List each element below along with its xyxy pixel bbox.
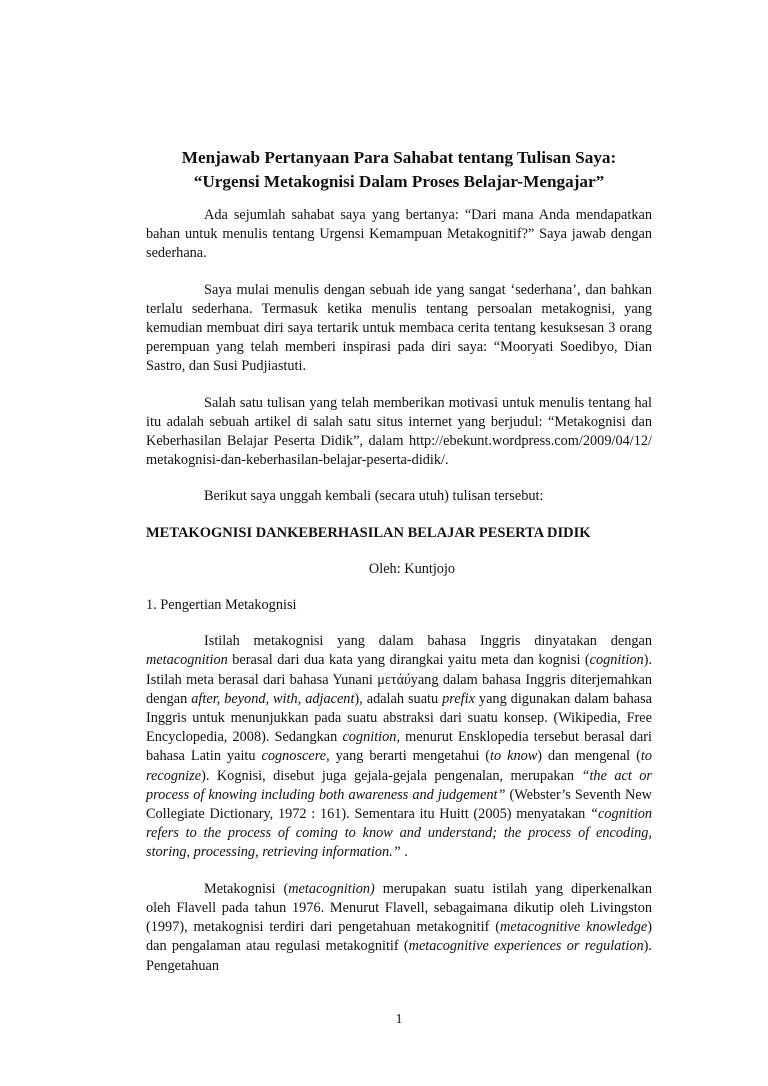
intro-paragraph-4: Berikut saya unggah kembali (secara utuh) tulisan tersebut: xyxy=(204,488,544,505)
text-run: , yang berarti mengetahui ( xyxy=(326,748,491,765)
section-1-paragraph-2 xyxy=(146,880,652,976)
italic-run: “cognition refers to the process of coming to know and understand; the process of encoding, storing, processing, retrieving information.” xyxy=(146,806,652,861)
article-author: Oleh: Kuntjojo xyxy=(368,560,456,577)
text-run: ), adalah suatu xyxy=(354,690,443,707)
intro-paragraph-2: Saya mulai menulis dengan sebuah ide yang sangat ‘sederhana’, dan bahkan terlalu sederhana. Termasuk ketika menulis tentang persoalan metakognisi, yang kemudian membuat diri saya tertarik untuk membaca cerita tentang kesuksesan 3 orang perempuan yang telah memberi inspirasi pada diri saya: “Mooryati Soedibyo, Dian Sastro, dan Susi Pudjiastuti. xyxy=(146,281,652,375)
intro-paragraph-3 xyxy=(146,394,652,471)
document-title-line-1: Menjawab Pertanyaan Para Sahabat tentang Tulisan Saya: xyxy=(181,148,617,167)
section-1-paragraph-1 xyxy=(146,632,652,862)
text-run: ) dan pengalaman atau regulasi metakognitif ( xyxy=(146,919,652,955)
intro-paragraph-1: Ada sejumlah sahabat saya yang bertanya: “Dari mana Anda mendapatkan bahan untuk menulis tentang Urgensi Kemampuan Metakognitif?” Saya jawab dengan sederhana. xyxy=(146,207,652,262)
text-run: ) dan mengenal ( xyxy=(537,748,641,765)
text-run: menurut Ensklopedia tersebut berasal dari bahasa Latin yaitu xyxy=(146,729,652,765)
italic-run: metacognitive knowledge xyxy=(500,919,648,936)
document-title-line-2: “Urgensi Metakognisi Dalam Proses Belajar-Mengajar” xyxy=(193,172,605,191)
italic-run: “the act or process of knowing including both awareness and judgement” xyxy=(146,767,652,803)
italic-run: after, beyond, with, adjacent xyxy=(191,690,355,707)
italic-run: cognoscere xyxy=(261,748,327,765)
italic-run: metacognitive experiences or regulation xyxy=(408,938,644,955)
text-run: Metakognisi ( xyxy=(204,880,289,897)
text-run: yang digunakan dalam bahasa Inggris untuk menunjukkan pada suatu abstraksi dari suatu konsep. (Wikipedia, Free Encyclopedia, 2008). Sedangkan xyxy=(146,690,652,746)
italic-run: cognition xyxy=(589,652,644,669)
italic-run: cognition, xyxy=(342,729,401,746)
italic-run: prefix xyxy=(442,690,475,707)
text-run: ). Istilah meta berasal dari bahasa Yunani μετά xyxy=(146,652,652,688)
article-heading: METAKOGNISI DANKEBERHASILAN BELAJAR PESERTA DIDIK xyxy=(146,524,591,541)
italic-run: metacognition xyxy=(146,652,228,669)
text-run: berasal dari dua kata yang dirangkai yaitu meta dan kognisi ( xyxy=(227,652,590,669)
text-run: ). Pengetahuan xyxy=(146,938,652,974)
italic-run: to know xyxy=(490,748,538,765)
title-block xyxy=(146,146,652,194)
text-run: ). Kognisi, disebut juga gejala-gejala pengenalan, merupakan xyxy=(201,767,582,784)
alpha-greek-char: ύ xyxy=(404,671,411,688)
intro-paragraph-3-text: Salah satu tulisan yang telah memberikan motivasi untuk menulis tentang hal itu adalah sebuah artikel di salah satu situs internet yang berjudul: “Metakognisi dan Keberhasilan Belajar Peserta Didik”, dalam xyxy=(146,394,652,450)
document-body xyxy=(146,206,652,993)
italic-run: to recognize xyxy=(146,748,652,784)
text-run: yang dalam bahasa Inggris diterjemahkan dengan xyxy=(146,671,652,707)
text-run: (Webster’s Seventh New Collegiate Dictionary, 1972 : 161). Sementara itu Huitt (2005) menyatakan xyxy=(146,786,652,823)
text-run: . xyxy=(400,844,408,861)
section-heading: 1. Pengertian Metakognisi xyxy=(146,597,297,614)
text-run: merupakan suatu istilah yang diperkenalkan oleh Flavell pada tahun 1976. Menurut Flavell, sebagaimana dikutip oleh Livingston (1997), metakognisi terdiri dari pengetahuan metakognitif ( xyxy=(146,880,652,936)
italic-run: metacognition) xyxy=(288,880,375,897)
article-url: http://ebekunt.wordpress.com/2009/04/12/metakognisi-dan-keberhasilan-belajar-peserta-didik/. xyxy=(146,433,652,469)
text-run: Istilah metakognisi yang dalam bahasa Inggris dinyatakan dengan xyxy=(204,633,652,650)
page-number: 1 xyxy=(395,1012,403,1027)
